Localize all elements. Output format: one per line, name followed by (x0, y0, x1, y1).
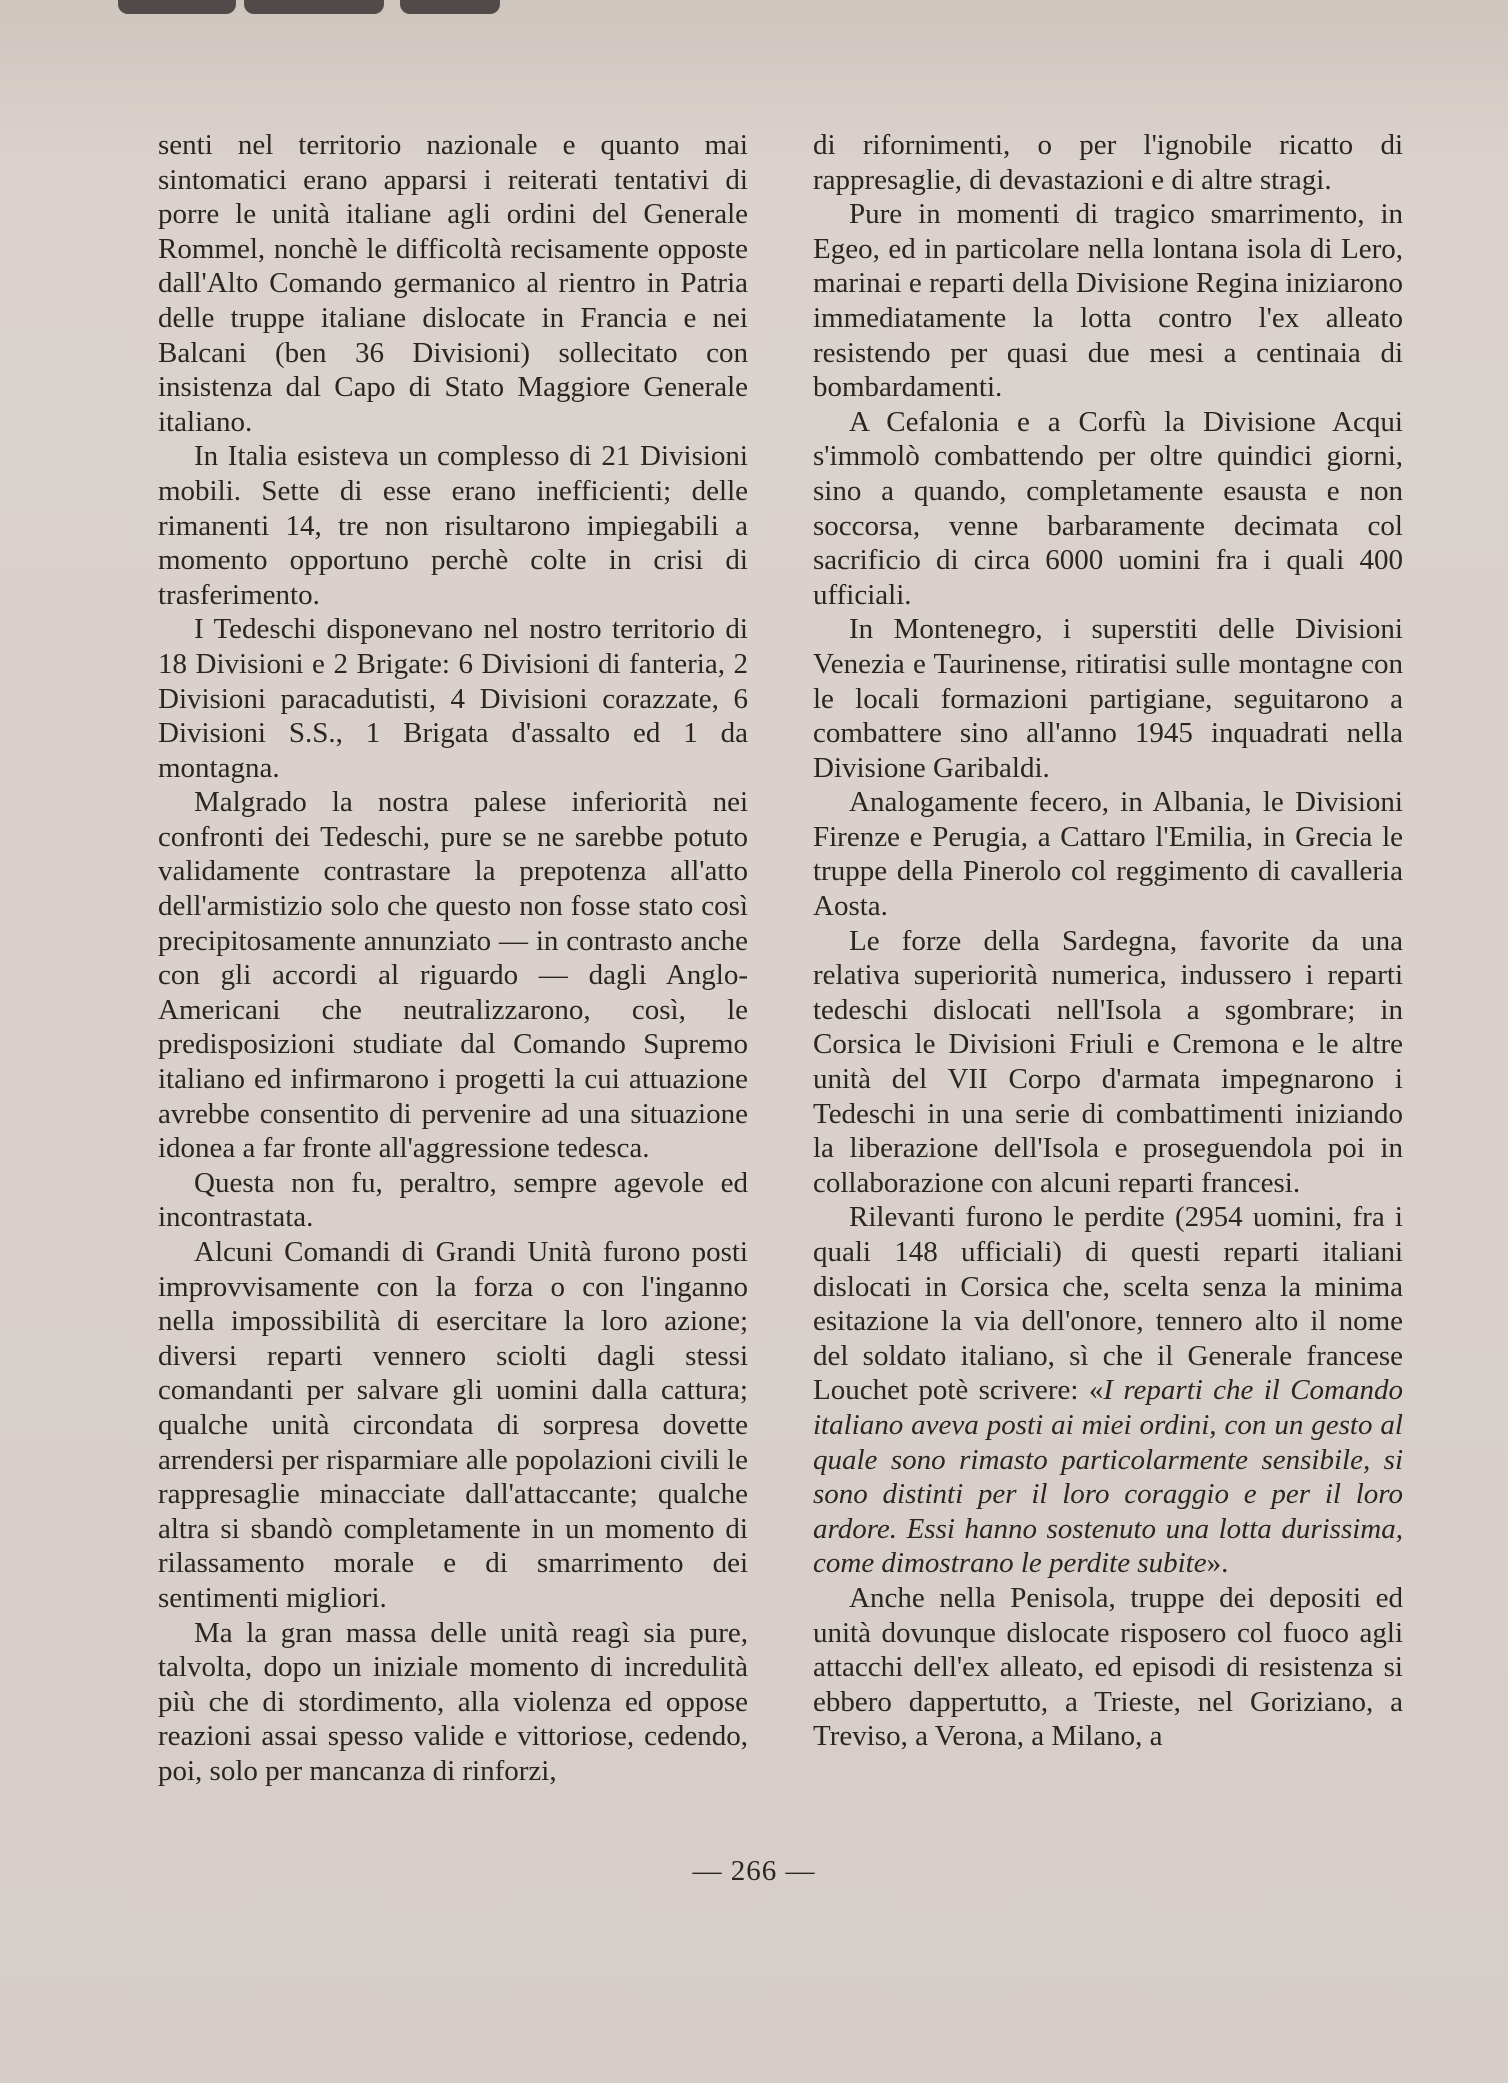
right-text-column (813, 128, 1403, 1754)
paragraph: Le forze della Sardegna, favorite da una relativa superiorità numerica, indussero i reparti tedeschi dislocati nell'Isola a sgombrare; in Corsica le Divisioni Friuli e Cremona e le altre unità del VII Corpo d'armata impegnarono i Tedeschi in una serie di combattimenti iniziando la liberazione dell'Isola e proseguendola poi in collaborazione con alcuni reparti francesi. (813, 924, 1403, 1199)
left-text-column (158, 128, 748, 1789)
paragraph: Questa non fu, peraltro, sempre agevole ed incontrastata. (158, 1166, 748, 1234)
italic-quotation: I reparti che il Comando italiano aveva posti ai miei ordini, con un gesto al quale sono rimasto particolarmente sensibile, si sono distinti per il loro coraggio e per il loro ardore. Essi hanno sostenuto una lotta durissima, come dimostrano le perdite subite (813, 1374, 1404, 1580)
quote-close: ». (1206, 1547, 1229, 1580)
top-shadow-tab-2 (244, 0, 384, 14)
top-shadow-tab-3 (400, 0, 500, 14)
page-number: — 266 — (692, 1855, 816, 1887)
paragraph: Pure in momenti di tragico smarrimento, in Egeo, ed in particolare nella lontana isola di Lero, marinai e reparti della Divisione Regina iniziarono immediatamente la lotta contro l'ex alleato resistendo per quasi due mesi a centinaia di bombardamenti. (813, 198, 1403, 404)
paragraph-lead-text: Rilevanti furono le perdite (2954 uomini, fra i quali 148 ufficiali) di questi reparti italiani dislocati in Corsica che, scelta senza la minima esitazione la via dell'onore, tennero alto il nome del soldato italiano, sì che il Generale francese Louchet potè scrivere: « (813, 1201, 1403, 1407)
paragraph: Anche nella Penisola, truppe dei depositi ed unità dovunque dislocate risposero col fuoco agli attacchi dell'ex alleato, ed episodi di resistenza si ebbero dappertutto, a Trieste, nel Goriziano, a Treviso, a Verona, a Milano, a (813, 1581, 1403, 1753)
paragraph: Alcuni Comandi di Grandi Unità furono posti improvvisamente con la forza o con l'inganno nella impossibilità di esercitare la loro azione; diversi reparti vennero sciolti dagli stessi comandanti per salvare gli uomini dalla cattura; qualche unità circondata di sorpresa dovette arrendersi per risparmiare alle popolazioni civili le rappresaglie minacciate dall'attaccante; qualche altra si sbandò completamente in un momento di rilassamento morale e di smarrimento dei sentimenti migliori. (158, 1236, 748, 1614)
top-shadow-tab-1 (118, 0, 236, 14)
paragraph: Malgrado la nostra palese inferiorità nei confronti dei Tedeschi, pure se ne sarebbe potuto validamente contrastare la prepotenza all'atto dell'armistizio solo che questo non fosse stato così precipitosamente annunziato — in contrasto anche con gli accordi al riguardo — dagli Anglo-Americani che neutralizzarono, così, le predisposizioni studiate dal Comando Supremo italiano ed infirmarono i progetti la cui attuazione avrebbe consentito di pervenire ad una situazione idonea a far fronte all'aggressione tedesca. (158, 786, 748, 1165)
paragraph: Analogamente fecero, in Albania, le Divisioni Firenze e Perugia, a Cattaro l'Emilia, in Grecia le truppe della Pinerolo col reggimento di cavalleria Aosta. (813, 786, 1403, 923)
paragraph: Ma la gran massa delle unità reagì sia pure, talvolta, dopo un iniziale momento di incredulità più che di stordimento, alla violenza ed oppose reazioni assai spesso valide e vittoriose, cedendo, poi, solo per mancanza di rinforzi, (158, 1616, 748, 1787)
paragraph: senti nel territorio nazionale e quanto mai sintomatici erano apparsi i reiterati tentativi di porre le unità italiane agli ordini del Generale Rommel, nonchè le difficoltà recisamente opposte dall'Alto Comando germanico al rientro in Patria delle truppe italiane dislocate in Francia e nei Balcani (ben 36 Divisioni) sollecitato con insistenza dal Capo di Stato Maggiore Generale italiano. (158, 129, 748, 438)
paragraph: A Cefalonia e a Corfù la Divisione Acqui s'immolò combattendo per oltre quindici giorni, sino a quando, completamente esausta e non soccorsa, venne barbaramente decimata col sacrificio di circa 6000 uomini fra i quali 400 ufficiali. (813, 405, 1403, 611)
louchet-quote-paragraph (813, 1200, 1403, 1581)
paragraph: I Tedeschi disponevano nel nostro territorio di 18 Divisioni e 2 Brigate: 6 Divisioni di fanteria, 2 Divisioni paracadutisti, 4 Divisioni corazzate, 6 Divisioni S.S., 1 Brigata d'assalto ed 1 da montagna. (158, 613, 748, 784)
paragraph: In Italia esisteva un complesso di 21 Divisioni mobili. Sette di esse erano inefficienti; delle rimanenti 14, tre non risultarono impiegabili a momento opportuno perchè colte in crisi di trasferimento. (158, 440, 748, 611)
paragraph: di rifornimenti, o per l'ignobile ricatto di rappresaglie, di devastazioni e di altre stragi. (813, 129, 1403, 196)
paragraph: In Montenegro, i superstiti delle Divisioni Venezia e Taurinense, ritiratisi sulle montagne con le locali formazioni partigiane, seguitarono a combattere sino all'anno 1945 inquadrati nella Divisione Garibaldi. (813, 613, 1403, 784)
